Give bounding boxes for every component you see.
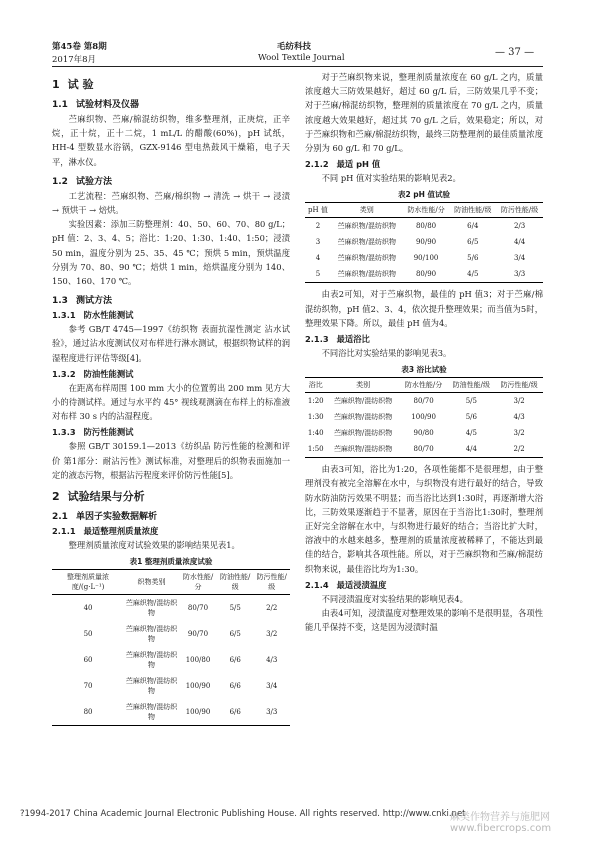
volume-issue: 第45卷 第8期 — [52, 42, 107, 52]
table-cell: 3/2 — [513, 397, 525, 406]
table-row — [305, 441, 543, 458]
table-row — [52, 647, 290, 673]
table-header-cell: 类别 — [331, 203, 403, 218]
table-cell: 苎麻织物/混纺织物 — [333, 413, 393, 422]
table-cell: 苎麻织物/混纺织物 — [125, 651, 178, 670]
table-cell: 苎麻织物/混纺织物 — [125, 599, 178, 618]
section-1-3-3-heading: 1.3.3 防污性能测试 — [52, 427, 134, 438]
table-cell: 苎麻织物/混纺织物 — [337, 222, 396, 231]
table-cell: 苎麻织物/混纺织物 — [125, 625, 178, 644]
table-row — [305, 425, 543, 441]
table-cell: 4/4 — [513, 238, 526, 247]
materials-paragraph: 苎麻织物、苎麻/棉混纺织物，维多整理剂，正庚烷，正辛烷，正十烷，正十二烷，1 mL/L 的醋酸(60%)，pH 试纸，HH-4 型数显水浴锅，GZX-9146 型电热鼓风干燥箱，电子天平，淋水仪。 — [52, 114, 290, 167]
table-cell: 3/3 — [496, 266, 543, 283]
table-cell: 6/5 — [229, 630, 241, 639]
table-cell: 1:30 — [307, 413, 324, 422]
issue-date: 2017年8月 — [52, 55, 97, 65]
table-cell: 80/70 — [400, 441, 448, 458]
ph-result-paragraph: 由表2可知，对于苎麻织物，最佳的 pH 值3；对于苎麻/棉混纺织物，pH 值2、3、4，依次提升整理效果；而当值为5时，整理效果下降。所以，最佳 pH 值为4。 — [305, 289, 543, 328]
table-header-cell: 防油性能/级 — [449, 203, 496, 218]
table-row — [52, 673, 290, 699]
table-header-cell: pH 值 — [305, 203, 331, 218]
table-cell: 4/3 — [513, 413, 525, 422]
section-2-1-2-heading: 2.1.2 最适 pH 值 — [305, 159, 381, 170]
section-1-heading: 1 试 验 — [52, 78, 94, 91]
table-cell: 100/90 — [185, 682, 211, 691]
table-cell: 3/2 — [513, 429, 525, 438]
table-header-cell: 防污性能/级 — [253, 570, 290, 595]
site-watermark: 麻类作物营养与施肥网 www.fibercrops.com — [450, 812, 552, 834]
table-header-cell: 织物类别 — [124, 570, 179, 595]
table-cell: 6/6 — [229, 656, 241, 665]
table-cell: 4 — [315, 254, 321, 263]
table-cell: 6/5 — [467, 238, 479, 247]
table-cell: 40 — [83, 604, 93, 613]
table-cell: 90/70 — [187, 630, 209, 639]
table-cell: 80/90 — [403, 266, 450, 283]
table-cell: 100/80 — [185, 656, 211, 665]
table-row — [305, 409, 543, 425]
left-column — [52, 70, 290, 726]
section-2-1-heading: 2.1 单因子实验数据解析 — [52, 512, 157, 523]
ph-intro: 不同 pH 值对实验结果的影响见表2。 — [321, 173, 461, 184]
table-cell: 5 — [305, 266, 331, 283]
table-cell: 4/5 — [449, 266, 496, 283]
table-header-cell: 类别 — [327, 378, 400, 393]
right-column — [305, 70, 543, 634]
journal-name-en: Wool Textile Journal — [258, 53, 345, 63]
process-paragraph: 工艺流程：苎麻织物、苎麻/棉织物 → 清洗 → 烘干 → 浸渍 → 预烘干 → 焙烘。 — [52, 190, 290, 216]
liquor-ratio-intro: 不同浴比对实验结果的影响见表3。 — [321, 348, 452, 359]
table-header-cell: 防污性能/级 — [496, 203, 543, 218]
table-header-cell: 防水性能/分 — [179, 570, 217, 595]
table-row — [305, 393, 543, 410]
table-header-cell: 防水性能/分 — [403, 203, 450, 218]
concentration-result-paragraph: 对于苎麻织物来说，整理剂质量浓度在 60 g/L 之内，质量浓度越大三防效果越好，超过 60 g/L 后，三防效果几乎不变；对于苎麻/棉混纺织物，整理剂的质量浓度在 70 g/L 之内，质量浓度越大效果越好，超过其 70 g/L 之后，效果稳定；所以，对于苎麻织物和苎麻/棉混纺织物，最终三防整理剂的最佳质量浓度分别为 60 g/L 和 70 g/L。 — [305, 72, 543, 154]
liquor-ratio-result-paragraph: 由表3可知，浴比为1:20，各项性能都不是很理想，由于整理剂没有被完全溶解在水中，与织物没有进行最好的结合，导致防水防油防污效果不明显；而当浴比达到1:30时，再逐渐增大浴比，三防效果逐渐趋于不显著，原因在于当浴比1:30时，整理剂正好完全溶解在水中，与织物进行最好的结合；当浴比扩大时，溶液中的水越来越多，整理剂的质量浓度被稀释了，不能达到最佳的结合，影响其各项性能。所以，对于苎麻织物和苎麻/棉混纺织物来说，最佳浴比均为1:30。 — [305, 464, 543, 574]
table-cell: 苎麻织物/混纺织物 — [333, 429, 393, 438]
table-cell: 2 — [315, 222, 321, 231]
table-cell: 80/80 — [415, 222, 437, 231]
table-cell: 苎麻织物/混纺织物 — [125, 677, 178, 696]
table-cell: 苎麻织物/混纺织物 — [327, 441, 400, 458]
table-cell: 苎麻织物/混纺织物 — [333, 397, 393, 406]
table-header-cell: 防水性能/分 — [400, 378, 448, 393]
table-cell: 70 — [83, 682, 93, 691]
table-cell: 1:50 — [305, 441, 327, 458]
section-1-1-heading: 1.1 试验材料及仪器 — [52, 100, 139, 110]
factors-paragraph: 实验因素：添加三防整理剂：40、50、60、70、80 g/L；pH 值：2、3、4、5；浴比：1:20、1:30、1:40、1:50；浸渍 50 min，温度分别为 25、35、45 ℃；预烘 5 min，预烘温度分别为 70、80、90 ℃；焙烘 1 min，焙烘温度分别为 140、150、160、170 ℃。 — [52, 219, 290, 287]
table-cell: 90/90 — [415, 238, 437, 247]
table-cell: 6/4 — [467, 222, 479, 231]
table-cell: 4/4 — [447, 441, 495, 458]
journal-name-cn: 毛纺科技 — [277, 42, 312, 52]
table-row — [305, 218, 543, 235]
section-2-heading: 2 试验结果与分析 — [52, 490, 145, 504]
table-cell: 苎麻织物/混纺织物 — [337, 254, 396, 263]
table-cell: 100/90 — [179, 699, 217, 726]
header-rule — [52, 66, 543, 67]
table-cell: 苎麻织物/混纺织物 — [124, 699, 179, 726]
table-row — [305, 266, 543, 283]
section-1-3-2-heading: 1.3.2 防油性能测试 — [52, 368, 134, 379]
table-cell: 3/4 — [513, 254, 526, 263]
table-cell: 3 — [315, 238, 321, 247]
page-number: — 37 — — [495, 47, 535, 58]
section-1-3-1-heading: 1.3.1 防水性能测试 — [52, 310, 134, 321]
table-header-cell: 浴比 — [305, 378, 327, 393]
temperature-result-paragraph: 由表4可知，浸渍温度对整理效果的影响不是很明显，各项性能几乎保持不变，这是因为浸渍时温 — [305, 608, 543, 633]
table2 — [305, 202, 543, 283]
table-row — [52, 595, 290, 622]
table-row — [52, 621, 290, 647]
table-cell: 3/4 — [266, 682, 278, 691]
copyright-footer: ?1994-2017 China Academic Journal Electronic Publishing House. All rights reserved. http://www.cnki.net — [20, 809, 466, 819]
table-cell: 苎麻织物/混纺织物 — [337, 238, 396, 247]
table-cell: 5/6 — [465, 413, 477, 422]
table-header-cell: 防油性能/级 — [447, 378, 495, 393]
oilproof-test-paragraph: 在距离布样周围 100 mm 大小的位置剪出 200 mm 见方大小的待测试样。通过与水平约 45° 视线观测滴在布样上的标准液对布样 30 s 内的沾湿程度。 — [52, 382, 290, 422]
table-header-cell: 整理剂质量浓度/(g·L⁻¹) — [52, 570, 124, 595]
table-cell: 5/5 — [229, 604, 241, 613]
table-cell: 2/3 — [513, 222, 526, 231]
concentration-intro: 整理剂质量浓度对试验效果的影响结果见表1。 — [68, 540, 240, 551]
section-1-2-heading: 1.2 试验方法 — [52, 176, 112, 187]
table-cell: 苎麻织物/混纺织物 — [331, 266, 403, 283]
table2-caption: 表2 pH 值试验 — [397, 190, 451, 200]
table1-caption: 表1 整理剂质量浓度试验 — [129, 557, 213, 567]
table-cell: 6/6 — [229, 682, 241, 691]
table-cell: 3/2 — [266, 630, 278, 639]
table-cell: 5/6 — [467, 254, 479, 263]
section-1-3-heading: 1.3 测试方法 — [52, 296, 112, 307]
table-cell: 80 — [52, 699, 124, 726]
temperature-intro: 不同浸渍温度对实验结果的影响见表4。 — [321, 593, 468, 604]
waterproof-test-paragraph: 参考 GB/T 4745—1997《纺织物 表面抗湿性测定 沾水试验》，通过沾水度测试仪对布样进行淋水测试，根据织物试样的润湿程度进行评估等级[4]。 — [52, 324, 290, 363]
table-cell: 1:40 — [307, 429, 324, 438]
table-cell: 4/3 — [266, 656, 278, 665]
table-cell: 90/80 — [413, 429, 434, 438]
table-cell: 90/100 — [413, 254, 439, 263]
table-cell: 50 — [83, 630, 93, 639]
stainproof-test-paragraph: 参照 GB/T 30159.1—2013《纺织品 防污性能的检测和评价 第1部分：耐沾污性》测试标准，对整理后的织物表面施加一定的液态污物，根据沾污程度来评价防污性能[5]。 — [52, 441, 290, 480]
table-cell: 1:20 — [307, 397, 324, 406]
section-2-1-1-heading: 2.1.1 最适整理剂质量浓度 — [52, 526, 159, 537]
table-cell: 2/2 — [266, 604, 278, 613]
table-header-cell: 防油性能/级 — [217, 570, 253, 595]
table-cell: 80/70 — [413, 397, 434, 406]
table-cell: 60 — [83, 656, 93, 665]
table-cell: 3/3 — [253, 699, 290, 726]
section-2-1-3-heading: 2.1.3 最适浴比 — [305, 334, 370, 345]
table-cell: 4/5 — [465, 429, 477, 438]
table-header-cell: 防污性能/级 — [495, 378, 543, 393]
table-row — [52, 699, 290, 726]
table3-caption: 表3 浴比试验 — [401, 365, 447, 375]
section-2-1-4-heading: 2.1.4 最适浸渍温度 — [305, 579, 387, 590]
table3 — [305, 377, 543, 458]
table1 — [52, 569, 290, 726]
table-cell: 80/70 — [187, 604, 209, 613]
table-cell: 100/90 — [411, 413, 436, 422]
table-row — [305, 234, 543, 250]
table-cell: 6/6 — [217, 699, 253, 726]
table-row — [305, 250, 543, 266]
table-cell: 2/2 — [495, 441, 543, 458]
table-cell: 5/5 — [465, 397, 477, 406]
